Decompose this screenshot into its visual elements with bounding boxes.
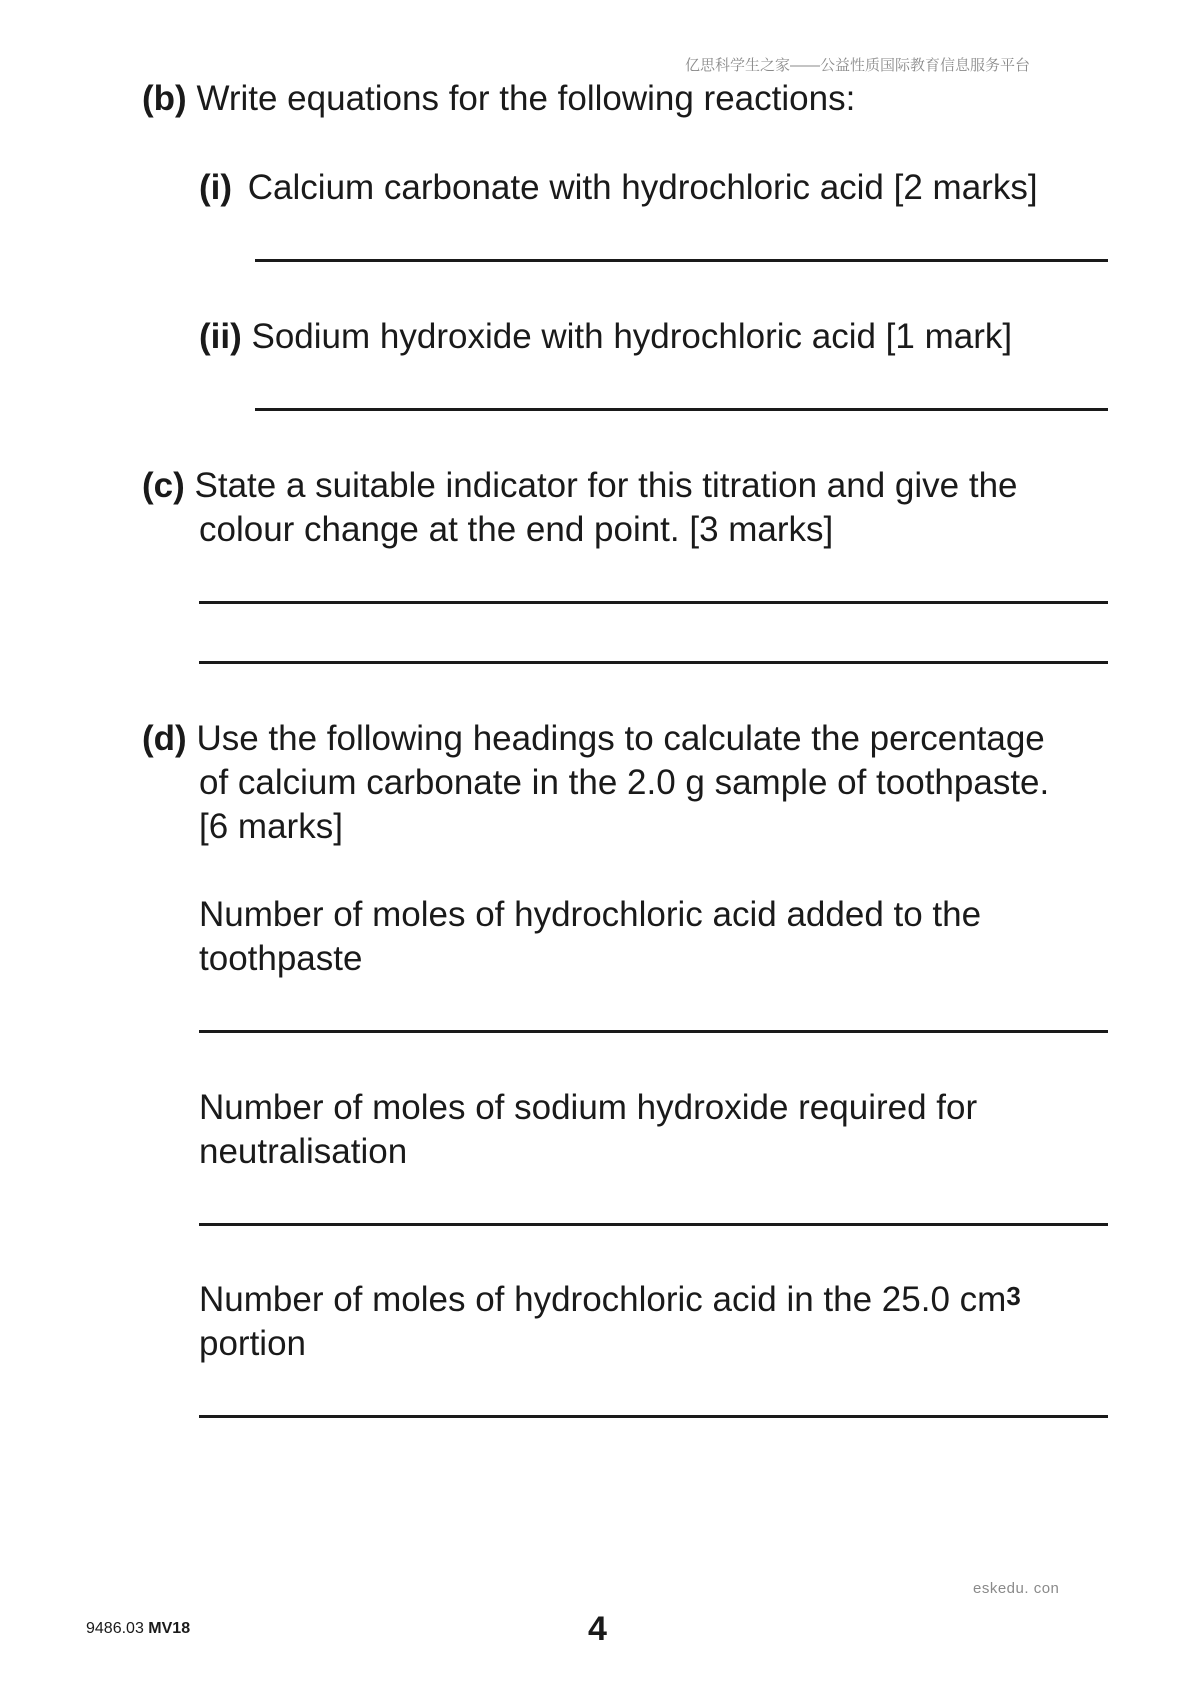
part-b-ii-question	[199, 315, 1012, 359]
paper-version: MV18	[148, 1620, 191, 1637]
heading-2-line1: Number of moles of sodium hydroxide required for	[199, 1088, 978, 1127]
paper-code: 9486.03	[86, 1620, 144, 1637]
part-c-question	[142, 464, 1018, 508]
part-c-line2: colour change at the end point. [3 marks]	[199, 510, 834, 549]
watermark-bottom: eskedu. con	[973, 1580, 1060, 1597]
answer-line-c-2[interactable]	[199, 661, 1108, 664]
part-b-label: (b)	[142, 79, 187, 118]
part-d-line3: [6 marks]	[199, 807, 343, 846]
part-d-line1: Use the following headings to calculate the percentage	[196, 719, 1045, 758]
heading-1-line2: toothpaste	[199, 939, 363, 978]
answer-line-b-i[interactable]	[255, 259, 1108, 262]
part-b-ii-label: (ii)	[199, 317, 242, 356]
cm-superscript: 3	[1006, 1281, 1021, 1311]
part-b-i-question	[199, 166, 1038, 210]
part-b-i-label: (i)	[199, 168, 233, 207]
part-b-question	[142, 77, 855, 121]
answer-line-d-1[interactable]	[199, 1030, 1108, 1033]
watermark-top: 亿思科学生之家——公益性质国际教育信息服务平台	[685, 57, 1031, 74]
heading-3-text: Number of moles of hydrochloric acid in the 25.0 cm	[199, 1280, 1007, 1319]
heading-3-line1	[199, 1278, 1021, 1324]
part-b-text: Write equations for the following reactions:	[196, 79, 856, 118]
part-b-i-text: Calcium carbonate with hydrochloric acid [2 marks]	[247, 168, 1038, 207]
part-c-label: (c)	[142, 466, 185, 505]
heading-2-line2: neutralisation	[199, 1132, 408, 1171]
answer-line-b-ii[interactable]	[255, 408, 1108, 411]
part-d-line2: of calcium carbonate in the 2.0 g sample of toothpaste.	[199, 763, 1050, 802]
part-c-line1: State a suitable indicator for this titration and give the	[194, 466, 1018, 505]
part-d-label: (d)	[142, 719, 187, 758]
part-b-ii-text: Sodium hydroxide with hydrochloric acid [1 mark]	[251, 317, 1013, 356]
heading-3-line2: portion	[199, 1324, 307, 1363]
page-number: 4	[588, 1610, 607, 1648]
footer-code	[86, 1620, 190, 1638]
part-d-question	[142, 717, 1045, 761]
heading-1-line1: Number of moles of hydrochloric acid added to the	[199, 895, 982, 934]
answer-line-d-2[interactable]	[199, 1223, 1108, 1226]
answer-line-c-1[interactable]	[199, 601, 1108, 604]
answer-line-d-3[interactable]	[199, 1415, 1108, 1418]
